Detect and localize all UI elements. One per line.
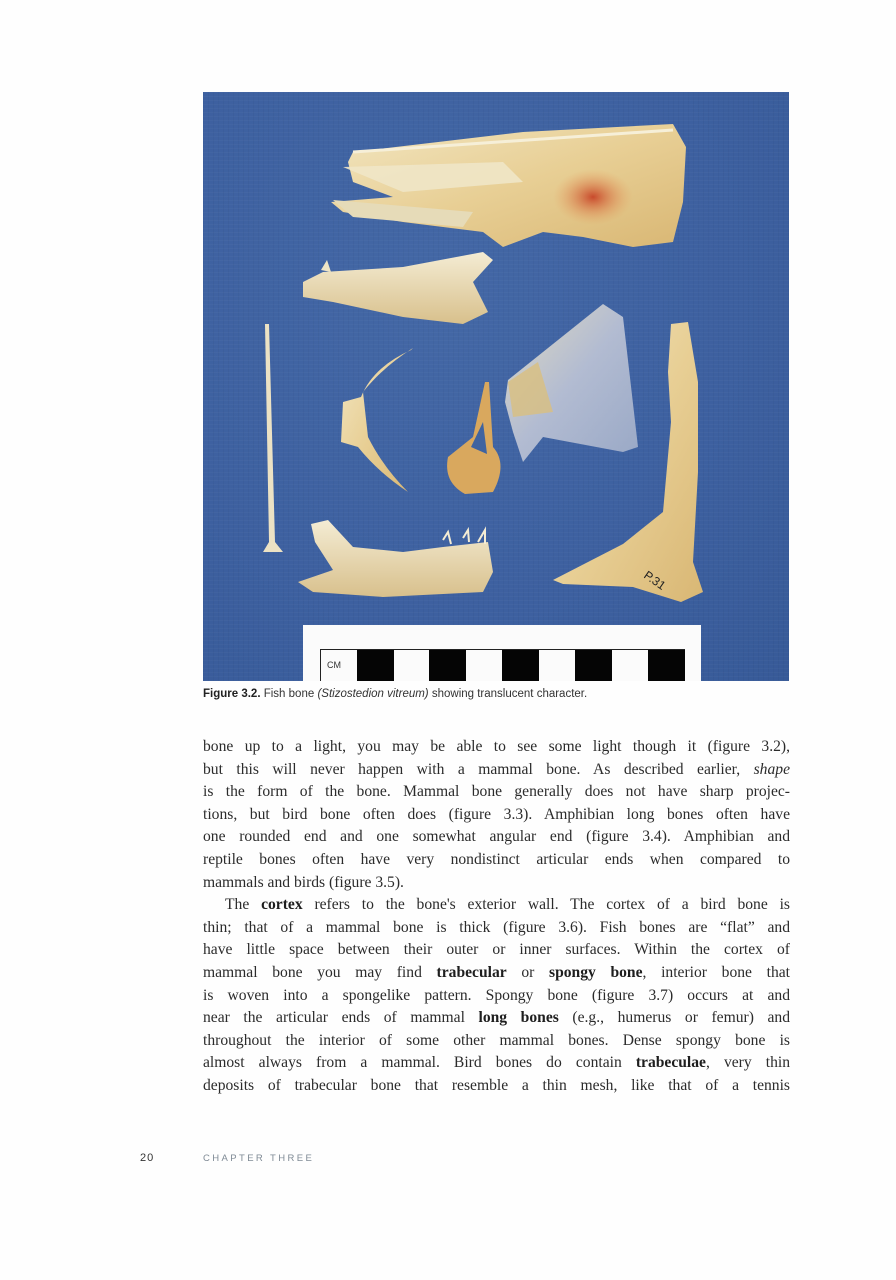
text-segment: deposits of trabecular bone that resemble a thin mesh, like that of a tennis	[203, 1076, 790, 1094]
bold-term: long bones	[478, 1009, 559, 1027]
bold-term: spongy bone	[549, 963, 643, 981]
text-line	[203, 826, 790, 849]
page-number: 20	[140, 1152, 155, 1164]
jaw-bone-lower	[298, 520, 493, 597]
text-segment: throughout the interior of some other mammal bones. Dense spongy bone is	[203, 1031, 790, 1049]
body-text	[203, 736, 790, 1098]
scale-bar-frame	[320, 649, 685, 681]
text-line	[203, 849, 790, 872]
figure-caption	[203, 688, 803, 700]
text-line	[203, 1007, 790, 1030]
scale-bar-unit-label: CM	[327, 660, 341, 670]
species-name: (Stizostedion vitreum)	[317, 688, 429, 700]
jaw-bone-upper	[303, 252, 493, 324]
text-segment: reptile bones often have very nondistinct articular ends when compared to	[203, 850, 790, 868]
bold-term: trabeculae	[635, 1054, 706, 1072]
vertebra-bone	[447, 382, 500, 494]
text-segment: near the articular ends of mammal	[203, 1009, 479, 1027]
text-segment: is woven into a spongelike pattern. Spongy bone (figure 3.7) occurs at and	[203, 986, 790, 1004]
text-segment: is the form of the bone. Mammal bone generally does not have sharp projec-	[203, 783, 790, 801]
text-segment: mammals and birds (figure 3.5).	[203, 873, 404, 891]
caption-text: showing translucent character.	[428, 688, 588, 700]
text-segment: bone up to a light, you may be able to see some light though it (figure 3.2),	[203, 738, 790, 755]
scale-bar-block	[502, 650, 539, 681]
figure-label: Figure 3.2.	[203, 688, 261, 700]
fish-bones-illustration	[203, 92, 789, 681]
text-line	[203, 962, 790, 985]
text-line	[203, 1030, 790, 1053]
bold-term: cortex	[261, 896, 303, 914]
scale-bar-block	[648, 650, 685, 681]
scale-bar-block	[357, 650, 394, 681]
text-segment: (e.g., humerus or femur) and	[558, 1009, 791, 1027]
bold-term: trabecular	[436, 963, 507, 981]
scale-bar-block	[429, 650, 466, 681]
text-segment: tions, but bird bone often does (figure 3.3). Amphibian long bones often have	[203, 805, 790, 823]
thin-spine-bone	[263, 324, 283, 552]
text-segment: or	[506, 963, 549, 981]
text-segment: have little space between their outer or inner surfaces. Within the cortex of	[203, 941, 790, 959]
caption-text: Fish bone	[260, 688, 318, 700]
text-line	[203, 736, 790, 759]
text-segment: one rounded end and one somewhat angular end (figure 3.4). Amphibian and	[203, 828, 790, 846]
text-segment: almost always from a mammal. Bird bones do contain	[203, 1054, 636, 1072]
text-line	[203, 985, 790, 1008]
scale-bar-block	[575, 650, 612, 681]
text-line	[203, 1052, 790, 1075]
text-line	[203, 872, 790, 895]
text-line	[203, 804, 790, 827]
text-segment: refers to the bone's exterior wall. The cortex of a bird bone is	[302, 896, 790, 914]
text-segment: mammal bone you may find	[203, 963, 437, 981]
running-head: CHAPTER THREE	[203, 1153, 315, 1164]
skull-bone	[331, 124, 686, 247]
text-line	[203, 1075, 790, 1098]
text-line	[203, 781, 790, 804]
translucent-plate-bone	[505, 304, 638, 462]
text-line	[203, 939, 790, 962]
specimen-label: P.31	[641, 567, 669, 593]
figure-photo	[203, 92, 789, 681]
text-segment: , interior bone that	[642, 963, 790, 981]
text-segment: but this will never happen with a mammal bone. As described earlier,	[203, 760, 754, 778]
scale-bar	[303, 625, 701, 681]
text-segment: , very thin	[705, 1054, 790, 1072]
text-line	[203, 759, 790, 782]
curved-spine-bone	[341, 348, 413, 492]
text-line	[203, 894, 790, 917]
italic-term: shape	[753, 760, 790, 778]
text-line	[203, 917, 790, 940]
text-segment: thin; that of a mammal bone is thick (figure 3.6). Fish bones are “flat” and	[203, 918, 790, 936]
text-segment: The	[225, 896, 262, 914]
